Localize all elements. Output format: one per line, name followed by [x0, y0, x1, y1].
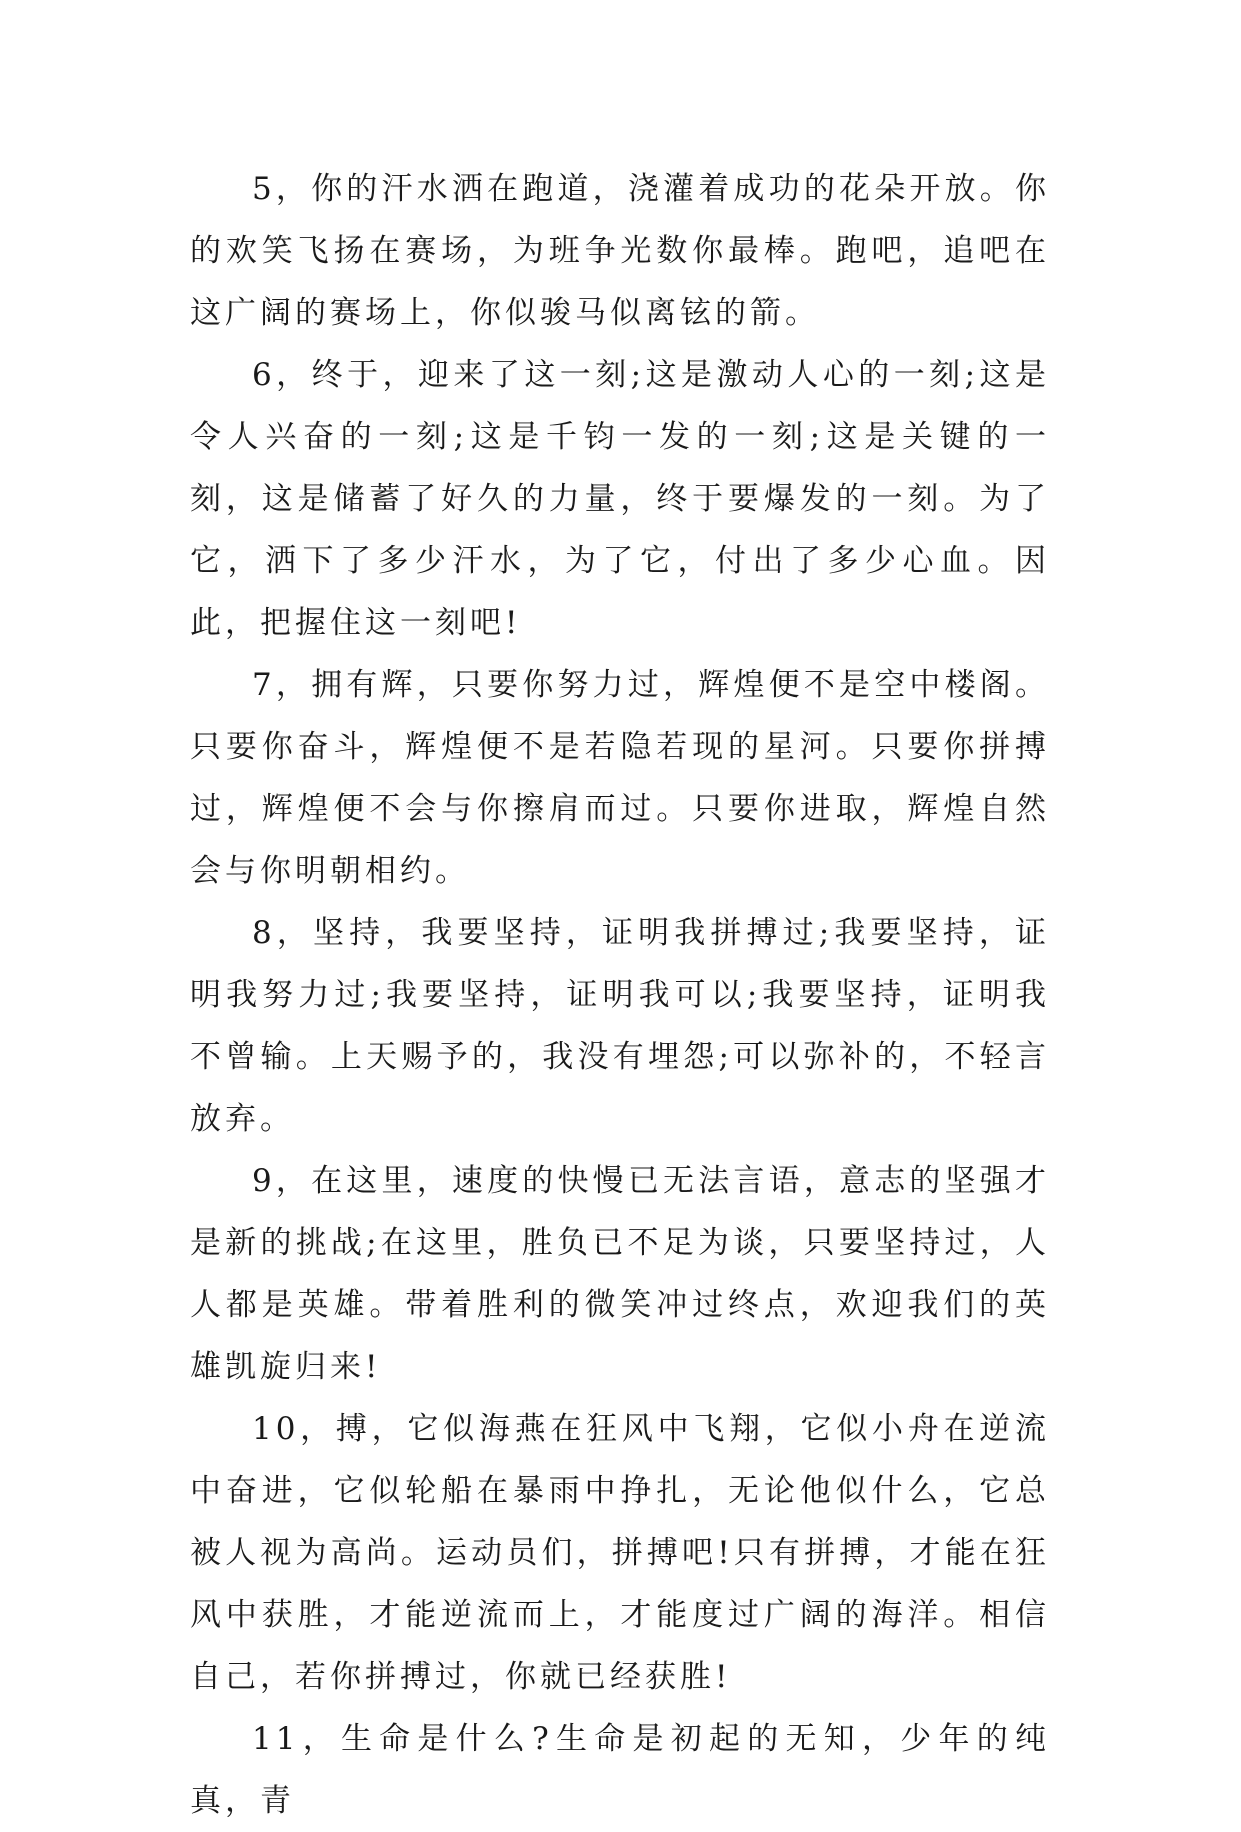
paragraph-8: 8，坚持，我要坚持，证明我拼搏过;我要坚持，证明我努力过;我要坚持，证明我可以;我要坚持，证明我不曾输。上天赐予的，我没有埋怨;可以弥补的，不轻言放弃。 — [190, 915, 1050, 1137]
paragraph-10: 10，搏，它似海燕在狂风中飞翔，它似小舟在逆流中奋进，它似轮船在暴雨中挣扎，无论他似什么，它总被人视为高尚。运动员们，拼搏吧!只有拼搏，才能在狂风中获胜，才能逆流而上，才能度过广阔的海洋。相信自己，若你拼搏过，你就已经获胜! — [190, 1411, 1050, 1695]
paragraph-6: 6，终于，迎来了这一刻;这是激动人心的一刻;这是令人兴奋的一刻;这是千钧一发的一刻;这是关键的一刻，这是储蓄了好久的力量，终于要爆发的一刻。为了它，洒下了多少汗水，为了它，付出了多少心血。因此，把握住这一刻吧! — [190, 357, 1050, 641]
paragraph-9: 9，在这里，速度的快慢已无法言语，意志的坚强才是新的挑战;在这里，胜负已不足为谈，只要坚持过，人人都是英雄。带着胜利的微笑冲过终点，欢迎我们的英雄凯旋归来! — [190, 1163, 1050, 1385]
paragraph-5: 5，你的汗水洒在跑道，浇灌着成功的花朵开放。你的欢笑飞扬在赛场，为班争光数你最棒。跑吧，追吧在这广阔的赛场上，你似骏马似离铉的箭。 — [190, 171, 1050, 331]
paragraph-11: 11，生命是什么?生命是初起的无知，少年的纯真，青 — [190, 1721, 1050, 1819]
document-body — [190, 158, 1050, 1832]
paragraph-7: 7，拥有辉，只要你努力过，辉煌便不是空中楼阁。只要你奋斗，辉煌便不是若隐若现的星河。只要你拼搏过，辉煌便不会与你擦肩而过。只要你进取，辉煌自然会与你明朝相约。 — [190, 667, 1050, 889]
